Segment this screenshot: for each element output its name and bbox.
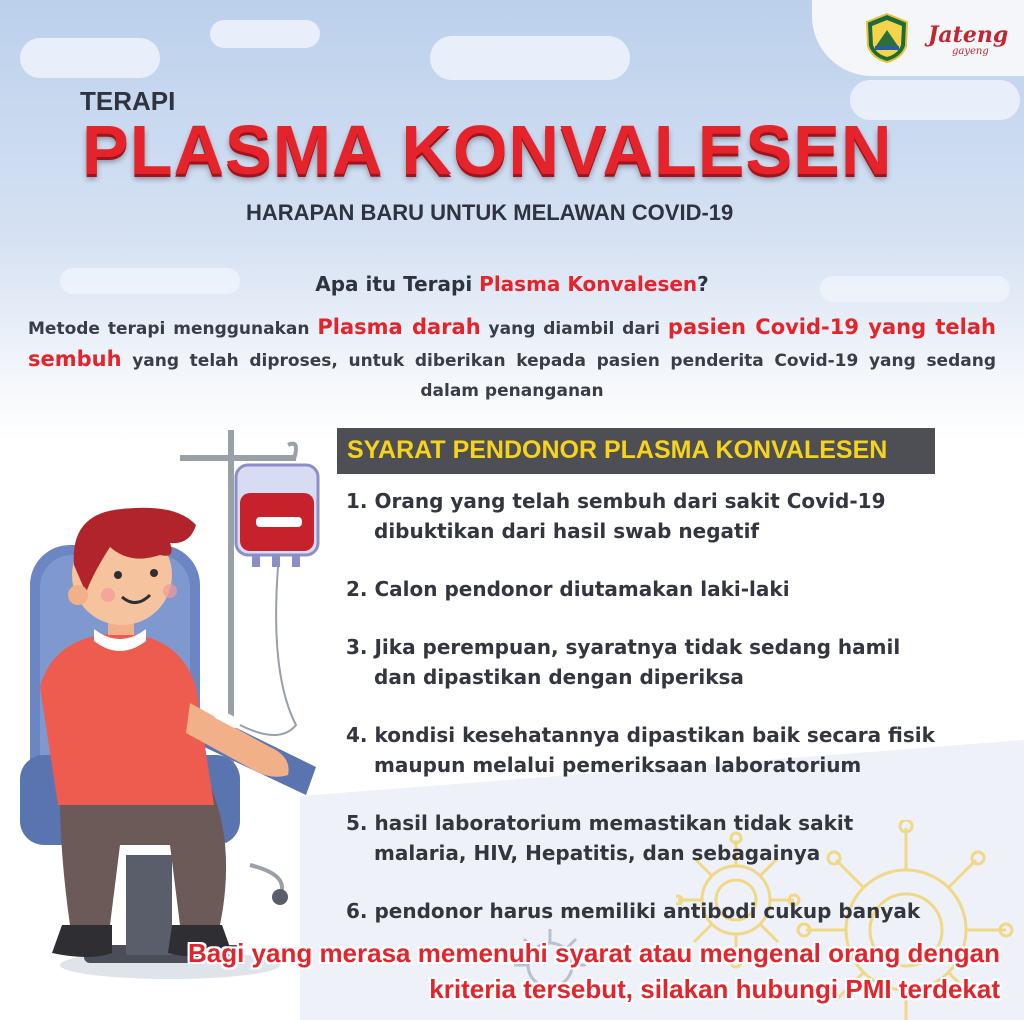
blood-donation-illustration	[0, 425, 340, 985]
footer-line-1: Bagi yang merasa memenuhi syarat atau mengenal orang dengan	[187, 938, 1000, 968]
requirement-item	[346, 720, 935, 780]
requirement-item	[346, 808, 853, 868]
requirement-item	[346, 486, 885, 546]
central-java-seal-logo	[862, 12, 912, 64]
requirement-line-continued: maupun melalui pemeriksaan laboratorium	[374, 753, 862, 777]
question-suffix: ?	[697, 272, 709, 296]
requirement-item	[346, 632, 900, 692]
description	[28, 312, 996, 406]
cloud	[430, 36, 630, 80]
description-highlight-1: Plasma darah	[317, 315, 481, 339]
blood-bag-icon	[236, 465, 318, 567]
requirement-line: 5. hasil laboratorium memastikan tidak sakit	[346, 811, 854, 835]
requirement-line: 3. Jika perempuan, syaratnya tidak sedang hamil	[346, 635, 901, 659]
requirement-line-continued: malaria, HIV, Hepatitis, dan sebagainya	[374, 841, 821, 865]
cloud	[210, 20, 320, 48]
subtitle: HARAPAN BARU UNTUK MELAWAN COVID-19	[246, 200, 734, 225]
question-highlight: Plasma Konvalesen	[479, 272, 698, 296]
description-highlight-2: pasien Covid-19 yang telah sembuh	[28, 315, 996, 371]
pre-title: TERAPI	[80, 86, 176, 116]
footer-line-2: kriteria tersebut, silakan hubungi PMI terdekat	[429, 974, 1000, 1004]
requirement-line: 1. Orang yang telah sembuh dari sakit Covid-19	[346, 489, 886, 513]
requirement-line-continued: dibuktikan dari hasil swab negatif	[374, 519, 760, 543]
requirement-item	[346, 574, 790, 604]
question-heading	[0, 272, 1024, 296]
question-prefix: Apa itu Terapi	[315, 272, 480, 296]
requirement-line: 6. pendonor harus memiliki antibodi cukup banyak	[346, 899, 921, 923]
requirements-title: SYARAT PENDONOR PLASMA KONVALESEN	[347, 436, 888, 464]
cloud	[20, 38, 160, 78]
jateng-logo-subtext: gayeng	[952, 46, 989, 57]
description-part2: yang diambil dari	[480, 319, 668, 339]
main-title: PLASMA KONVALESEN	[82, 111, 893, 189]
description-part1: Metode terapi menggunakan	[28, 319, 318, 339]
jateng-logo-text: Jateng	[928, 22, 1009, 48]
description-part3: yang telah diproses, untuk diberikan kepada pasien penderita Covid-19 yang sedang dalam penanganan	[121, 351, 996, 401]
requirement-line: 2. Calon pendonor diutamakan laki-laki	[346, 577, 790, 601]
requirement-line: 4. kondisi kesehatannya dipastikan baik secara fisik	[346, 723, 935, 747]
requirement-item	[346, 896, 920, 926]
requirement-line-continued: dan dipastikan dengan diperiksa	[374, 665, 744, 689]
